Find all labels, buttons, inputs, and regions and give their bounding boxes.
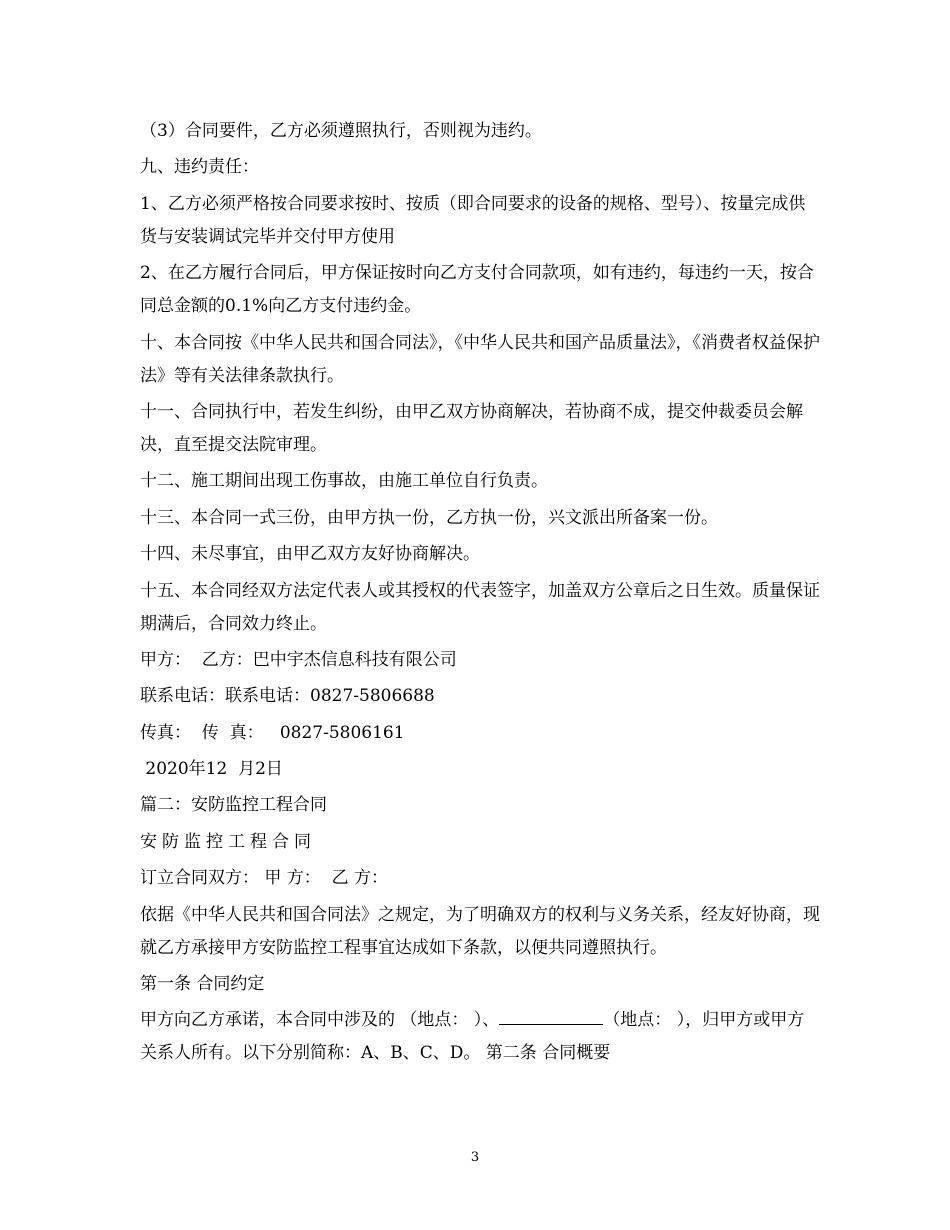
paragraph-section-15: 十五、本合同经双方法定代表人或其授权的代表签字，加盖双方公章后之日生效。质量保证期满后，合同效力终止。 [140,580,820,634]
paragraph-section-10: 十、本合同按《中华人民共和国合同法》，《中华人民共和国产品质量法》，《消费者权益保护法》等有关法律条款执行。 [140,332,820,386]
section-heading-part-2: 篇二：安防监控工程合同 [140,795,327,816]
paragraph-basis: 依据《中华人民共和国合同法》之规定，为了明确双方的权利与义务关系，经友好协商，现就乙方承接甲方安防监控工程事宜达成如下条款，以便共同遵照执行。 [140,904,820,958]
article-1-heading: 第一条 合同约定 [140,974,265,995]
paragraph-section-13: 十三、本合同一式三份，由甲方执一份，乙方执一份，兴文派出所备案一份。 [140,507,718,528]
party-line: 甲方： 乙方：巴中宇杰信息科技有限公司 [140,649,457,670]
paragraph-item-1: 1、乙方必须严格按合同要求按时、按质（即合同要求的设备的规格、型号）、按量完成供货与安装调试完毕并交付甲方使用 [140,193,806,247]
paragraph-section-11: 十一、合同执行中，若发生纠纷，由甲乙双方协商解决，若协商不成，提交仲裁委员会解决，直至提交法院审理。 [140,401,803,455]
paragraph-item-2: 2、在乙方履行合同后，甲方保证按时向乙方支付合同款项，如有违约，每违约一天，按合同总金额的0.1%向乙方支付违约金。 [140,263,814,317]
date-line: 2020年12 月2日 [140,759,283,780]
paragraph-article-1 [140,1004,820,1070]
contract-title: 安防监控工程合同 [140,831,316,852]
paragraph-breach-clause-3: （3）合同要件，乙方必须遵照执行，否则视为违约。 [140,121,542,141]
paragraph-section-14: 十四、未尽事宜，由甲乙双方友好协商解决。 [140,544,480,565]
article-1-text-after: （地点： ），归甲方或甲方关系人所有。以下分别简称：A、B、C、D。 第二条 合同概要 [140,1010,805,1064]
page-number: 3 [470,1150,480,1165]
phone-line: 联系电话：联系电话：0827-5806688 [140,686,435,707]
fax-line: 传真： 传 真： 0827-5806161 [140,722,405,743]
article-1-text-before: 甲方向乙方承诺，本合同中涉及的 （地点： ）、 [140,1010,500,1031]
contracting-parties-line: 订立合同双方： 甲 方： 乙 方： [140,868,389,889]
document-body [140,115,820,1074]
heading-section-9: 九、违约责任： [140,157,259,178]
paragraph-section-12: 十二、施工期间出现工伤事故，由施工单位自行负责。 [140,471,548,492]
fill-in-blank [499,1010,603,1025]
